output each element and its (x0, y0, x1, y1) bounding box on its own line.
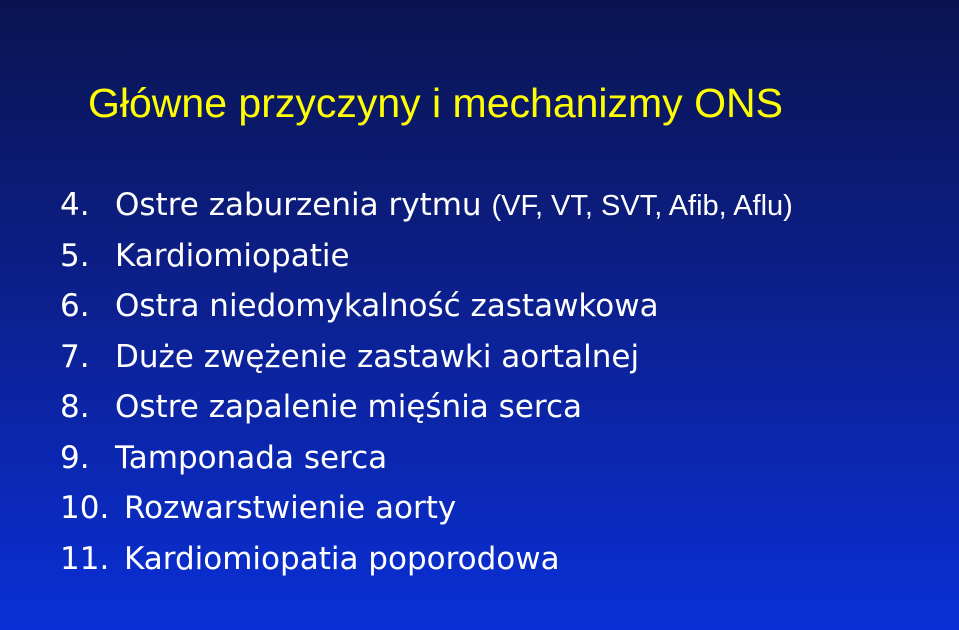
item-note: (VF, VT, SVT, Afib, Aflu) (491, 190, 793, 222)
item-number: 8. (60, 389, 90, 425)
list-item (60, 332, 793, 383)
list-item (60, 382, 793, 433)
item-text: Duże zwężenie zastawki aortalnej (115, 338, 640, 375)
item-text: Rozwarstwienie aorty (124, 490, 457, 526)
slide-title: Główne przyczyny i mechanizmy ONS (88, 80, 783, 126)
item-number: 11. (60, 540, 110, 577)
item-text: Kardiomiopatie (115, 237, 350, 274)
item-number: 6. (60, 288, 90, 324)
list-item (60, 534, 793, 585)
list-item (60, 483, 793, 534)
item-text: Kardiomiopatia poporodowa (124, 540, 560, 577)
list-item (60, 281, 793, 332)
list-item (60, 231, 793, 282)
list-item (60, 433, 793, 484)
item-number: 7. (60, 338, 90, 375)
item-text: Ostre zaburzenia rytmu (115, 187, 492, 223)
item-text: Ostra niedomykalność zastawkowa (115, 288, 659, 324)
item-number: 4. (60, 187, 90, 223)
item-number: 5. (60, 237, 90, 274)
item-number: 9. (60, 439, 90, 476)
item-text: Tamponada serca (115, 439, 388, 476)
cause-list (60, 180, 793, 584)
item-text: Ostre zapalenie mięśnia serca (115, 389, 582, 425)
list-item (60, 180, 793, 231)
item-number: 10. (60, 490, 110, 526)
